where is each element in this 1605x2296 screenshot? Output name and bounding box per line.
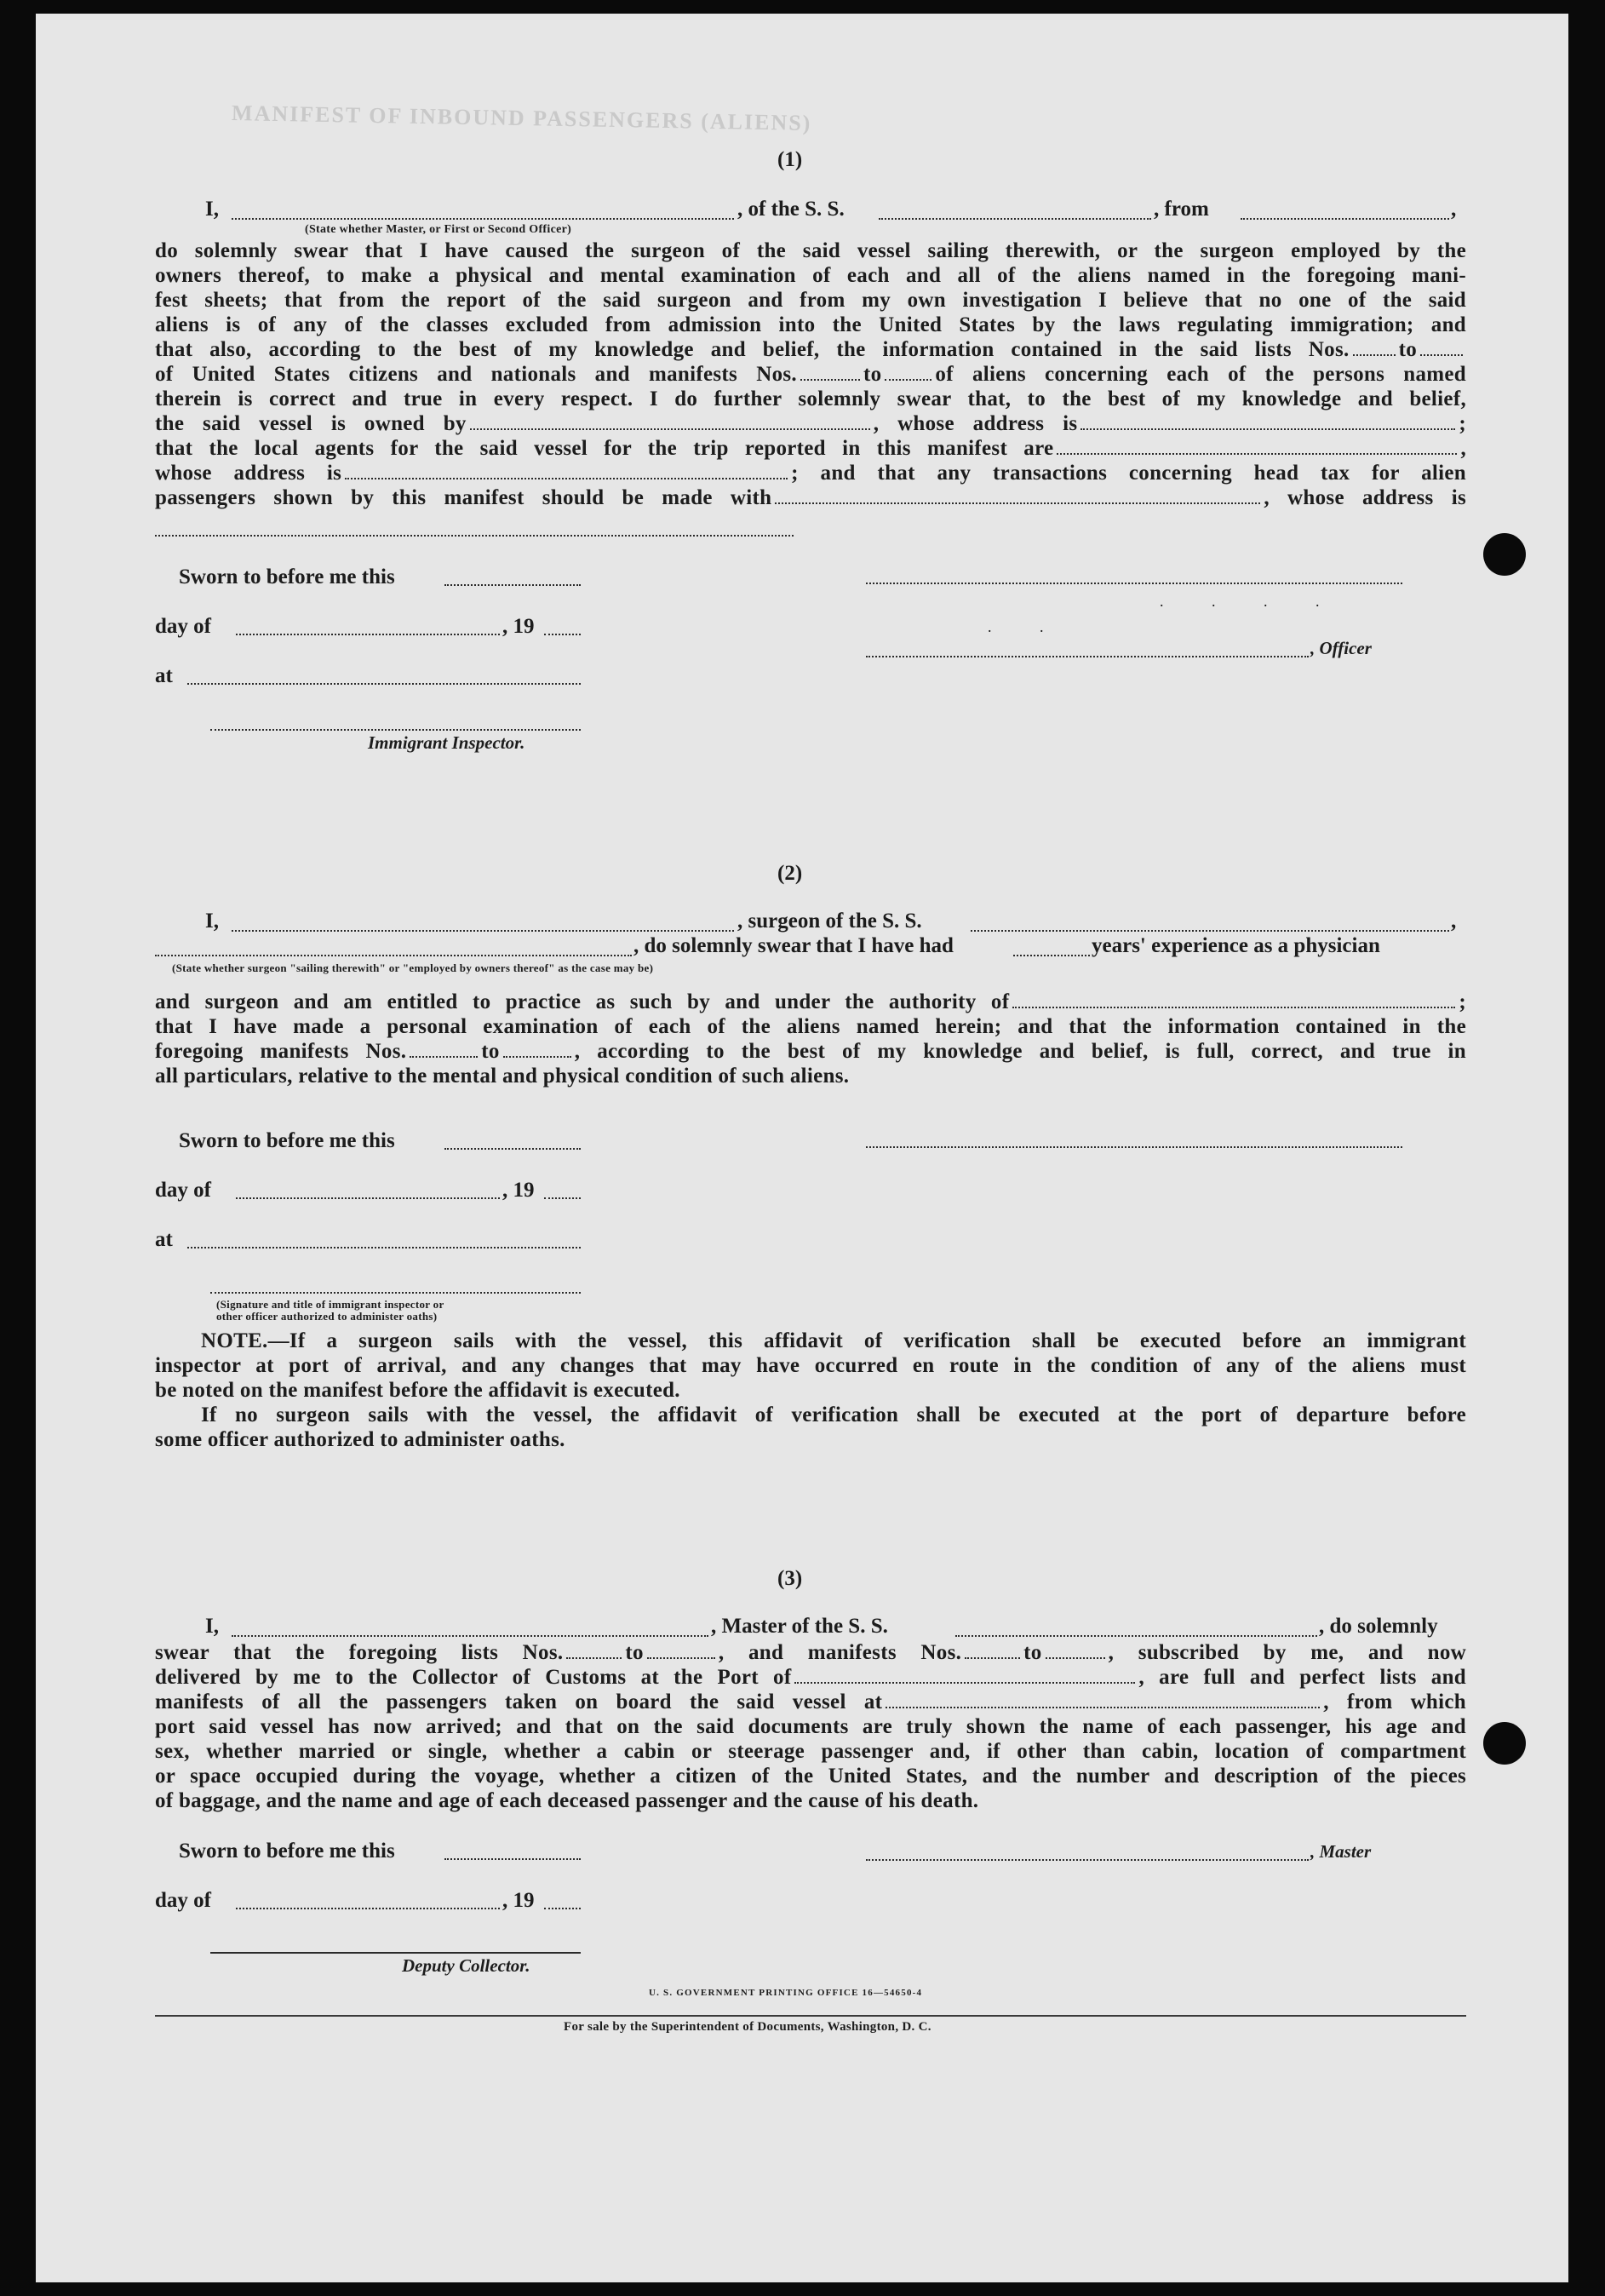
s3-line4-b: , from which: [1323, 1690, 1466, 1713]
s3-manifests-from-blank[interactable]: [965, 1656, 1020, 1659]
s1-year: , 19: [502, 615, 535, 638]
s1-inspector-label: Immigrant Inspector.: [368, 732, 525, 753]
section-1-number: (1): [777, 148, 803, 171]
s2-surgeon-of: , surgeon of the S. S.: [737, 910, 922, 933]
s3-line-4: [155, 1690, 1466, 1714]
s1-line-5: [155, 337, 1466, 362]
s2-sworn-label: Sworn to before me this: [179, 1129, 395, 1152]
s1-line: do solemnly swear that I have caused the surgeon of the said vessel sailing therewith, or the surgeon employed by the: [155, 239, 1466, 262]
s2-year: , 19: [502, 1179, 535, 1202]
s3-line: sex, whether married or single, whether a cabin or steerage passenger and, if other than cabin, location of compartment: [155, 1740, 1466, 1763]
s1-of-ss: , of the S. S.: [737, 198, 845, 221]
s1-line9-b: ,: [1460, 437, 1466, 460]
s3-boarded-at-blank[interactable]: [886, 1706, 1320, 1708]
s3-line-2: [155, 1640, 1466, 1665]
s1-sworn-label: Sworn to before me this: [179, 565, 395, 588]
s1-agents-blank[interactable]: [1057, 452, 1457, 455]
s3-master-of: , Master of the S. S.: [711, 1615, 888, 1638]
s3-port-blank[interactable]: [794, 1681, 1135, 1684]
s1-headtax-address-blank[interactable]: [155, 535, 794, 537]
s1-manifests-from-blank[interactable]: [800, 378, 860, 381]
s1-paragraph: [155, 238, 1466, 510]
s3-paragraph: [155, 1640, 1466, 1813]
s2-manifests-from-blank[interactable]: [410, 1055, 478, 1058]
s3-manifests-to-blank[interactable]: [1046, 1656, 1105, 1659]
s1-line8-c: ;: [1459, 412, 1466, 435]
s1-inspector-line[interactable]: [210, 729, 581, 731]
s1-line8-a: the said vessel is owned by: [155, 412, 467, 435]
s2-line-6: all particulars, relative to the mental and physical condition of such aliens.: [155, 1065, 850, 1088]
s2-line5-a: foregoing manifests Nos.: [155, 1040, 407, 1063]
s1-signature-blank[interactable]: [866, 583, 1402, 584]
s3-master-label: , Master: [1310, 1841, 1372, 1862]
s2-manifests-to-blank[interactable]: [503, 1055, 571, 1058]
s3-line4-a: manifests of all the passengers taken on board the said vessel at: [155, 1690, 883, 1713]
s2-ship-blank[interactable]: [971, 930, 1449, 932]
s1-officer-blank[interactable]: [232, 218, 734, 220]
s2-opening-i: I,: [205, 910, 219, 933]
s3-ship-blank[interactable]: [955, 1635, 1317, 1637]
s2-year-blank[interactable]: [544, 1197, 581, 1199]
s1-officer-note: (State whether Master, or First or Second Officer): [305, 223, 572, 236]
s2-line-4: that I have made a personal examination of each of the aliens named herein; and that the information contained in the: [155, 1015, 1466, 1038]
s1-line-7: therein is correct and true in every respect. I do further solemnly swear that, to the best of my knowledge and belief,: [155, 387, 1466, 410]
s1-line11-a: passengers shown by this manifest should be made with: [155, 486, 772, 509]
s2-surgeon-name-blank[interactable]: [232, 930, 734, 932]
s1-opening-i: I,: [205, 198, 219, 221]
s2-note-line: NOTE.—If a surgeon sails with the vessel, this affidavit of verification shall be executed before an immigrant: [201, 1329, 1466, 1352]
s3-line2-e: , subscribed by me, and now: [1108, 1641, 1466, 1664]
s2-inspector-line[interactable]: [210, 1292, 581, 1294]
s2-line3-b: ;: [1459, 990, 1466, 1013]
s2-line3-a: and surgeon and am entitled to practice as such by and under the authority of: [155, 990, 1010, 1013]
s1-line-9: [155, 436, 1466, 461]
s3-year: , 19: [502, 1889, 535, 1912]
s1-owner-address-blank[interactable]: [1081, 428, 1455, 430]
s1-line-6: [155, 362, 1466, 387]
s2-sig-note-1: (Signature and title of immigrant inspector or: [216, 1298, 444, 1311]
section-2-number: (2): [777, 862, 803, 885]
s3-lists-from-blank[interactable]: [566, 1656, 622, 1659]
s1-headtax-blank[interactable]: [775, 502, 1260, 504]
s3-solemnly: , do solemnly: [1319, 1615, 1438, 1638]
s2-line2-a: , do solemnly swear that I have had: [633, 934, 954, 957]
form-page: [36, 14, 1568, 2282]
s1-sworn-blank[interactable]: [444, 584, 581, 586]
s2-comma: ,: [1451, 910, 1457, 933]
s1-line11-b: , whose address is: [1264, 486, 1466, 509]
s2-sig-note-2: other officer authorized to administer oaths): [216, 1310, 438, 1323]
s2-at-blank[interactable]: [187, 1247, 581, 1248]
s2-note2-line: some officer authorized to administer oaths.: [155, 1428, 565, 1451]
s1-from: , from: [1154, 198, 1209, 221]
s3-last-line: of baggage, and the name and age of each deceased passenger and the cause of his death.: [155, 1789, 979, 1812]
s1-comma: ,: [1451, 198, 1457, 221]
s2-note2-line: If no surgeon sails with the vessel, the affidavit of verification shall be executed at the port of departure before: [201, 1403, 1466, 1426]
s3-line2-b: to: [625, 1641, 644, 1664]
s1-at: at: [155, 664, 173, 687]
s2-line-5: [155, 1039, 1466, 1064]
s3-year-blank[interactable]: [544, 1908, 581, 1909]
s1-manifests-to-blank[interactable]: [885, 378, 931, 381]
s3-deputy-label: Deputy Collector.: [402, 1955, 530, 1976]
s1-line6-a: of United States citizens and nationals and manifests Nos.: [155, 363, 797, 386]
s3-sworn-blank[interactable]: [444, 1858, 581, 1860]
s1-owner-blank[interactable]: [470, 428, 870, 430]
s3-line: port said vessel has now arrived; and that on the said documents are truly shown the name of each passenger, his age and: [155, 1715, 1466, 1738]
s1-agents-address-blank[interactable]: [345, 477, 788, 479]
s2-surgeon-note: (State whether surgeon "sailing therewith" or "employed by owners thereof" as the case may be): [172, 961, 654, 974]
s1-line8-b: , whose address is: [873, 412, 1078, 435]
s1-lists-from-blank[interactable]: [1353, 353, 1396, 356]
for-sale-note: For sale by the Superintendent of Documents, Washington, D. C.: [564, 2020, 931, 2034]
s2-at: at: [155, 1228, 173, 1251]
s3-line2-a: swear that the foregoing lists Nos.: [155, 1641, 564, 1664]
s1-line9-a: that the local agents for the said vessel for the trip reported in this manifest are: [155, 437, 1054, 460]
s1-lists-to-blank[interactable]: [1420, 353, 1463, 356]
footer-rule: [155, 2015, 1466, 2017]
s1-line-10: [155, 461, 1466, 485]
s1-line5-b: to: [1398, 338, 1417, 361]
s1-line: owners thereof, to make a physical and mental examination of each and all of the aliens named in the foregoing mani-: [155, 264, 1466, 287]
s3-line: or space occupied during the voyage, whether a citizen of the United States, and the number and description of the pieces: [155, 1765, 1466, 1788]
stray-dots: . . . .: [1160, 593, 1342, 610]
s2-signature-blank[interactable]: [866, 1146, 1402, 1148]
printing-office: U. S. GOVERNMENT PRINTING OFFICE 16—54650-4: [649, 1988, 923, 1998]
section-3-number: (3): [777, 1567, 803, 1590]
s2-line5-c: , according to the best of my knowledge and belief, is full, correct, and true in: [574, 1040, 1467, 1063]
s1-line6-c: of aliens concerning each of the persons named: [935, 363, 1466, 386]
s2-day-blank[interactable]: [236, 1197, 500, 1199]
s3-sworn-label: Sworn to before me this: [179, 1840, 395, 1863]
s2-line-3: [155, 990, 1466, 1014]
s1-line10-a: whose address is: [155, 462, 342, 485]
s2-note-paragraph: [155, 1329, 1466, 1452]
s3-master-name-blank[interactable]: [232, 1635, 708, 1637]
s3-opening-i: I,: [205, 1615, 219, 1638]
s1-line: fest sheets; that from the report of the said surgeon and from my own investigation I believe that no one of the said: [155, 289, 1466, 312]
s3-deputy-line[interactable]: [210, 1952, 581, 1954]
s1-day-of: day of: [155, 615, 211, 638]
s2-sworn-blank[interactable]: [444, 1148, 581, 1150]
stray-dots-2: . .: [988, 618, 1066, 635]
s3-line2-c: , and manifests Nos.: [718, 1641, 962, 1664]
s2-status-blank[interactable]: [155, 955, 632, 956]
s1-line: aliens is of any of the classes excluded from admission into the United States by the laws regulating immigration; and: [155, 313, 1466, 336]
s3-line-3: [155, 1665, 1466, 1690]
s2-day-of: day of: [155, 1179, 211, 1202]
s3-line3-b: , are full and perfect lists and: [1138, 1666, 1466, 1689]
s3-master-signature-blank[interactable]: [866, 1859, 1309, 1861]
s2-authority-blank[interactable]: [1012, 1006, 1455, 1008]
s1-line-11: [155, 485, 1466, 510]
s3-line2-d: to: [1023, 1641, 1042, 1664]
s1-line10-b: ; and that any transactions concerning head tax for alien: [791, 462, 1466, 485]
punch-hole-bottom: [1483, 1722, 1526, 1765]
s2-note-line: be noted on the manifest before the affidavit is executed.: [155, 1379, 680, 1402]
s3-lists-to-blank[interactable]: [647, 1656, 715, 1659]
s2-line5-b: to: [481, 1040, 500, 1063]
s1-officer-label: , Officer: [1310, 638, 1372, 658]
s3-day-of: day of: [155, 1889, 211, 1912]
faded-header: MANIFEST OF INBOUND PASSENGERS (ALIENS): [231, 100, 812, 135]
s3-line3-a: delivered by me to the Collector of Customs at the Port of: [155, 1666, 792, 1689]
s1-line5-a: that also, according to the best of my knowledge and belief, the information contained in the said lists Nos.: [155, 338, 1350, 361]
punch-hole-top: [1483, 533, 1526, 576]
s2-paragraph: [155, 990, 1466, 1088]
s1-day-blank[interactable]: [236, 634, 500, 635]
s1-line-8: [155, 411, 1466, 436]
s1-ship-blank[interactable]: [879, 218, 1151, 220]
s2-note-line: inspector at port of arrival, and any changes that may have occurred en route in the condition of any of the aliens must: [155, 1354, 1466, 1377]
s1-year-blank[interactable]: [544, 634, 581, 635]
s1-officer-blank-2[interactable]: [866, 656, 1309, 657]
s2-years-blank[interactable]: [1013, 955, 1090, 956]
s1-at-blank[interactable]: [187, 683, 581, 685]
s1-line6-b: to: [863, 363, 882, 386]
s3-day-blank[interactable]: [236, 1908, 500, 1909]
s1-from-blank[interactable]: [1241, 218, 1449, 220]
s2-line2-b: years' experience as a physician: [1092, 934, 1380, 957]
